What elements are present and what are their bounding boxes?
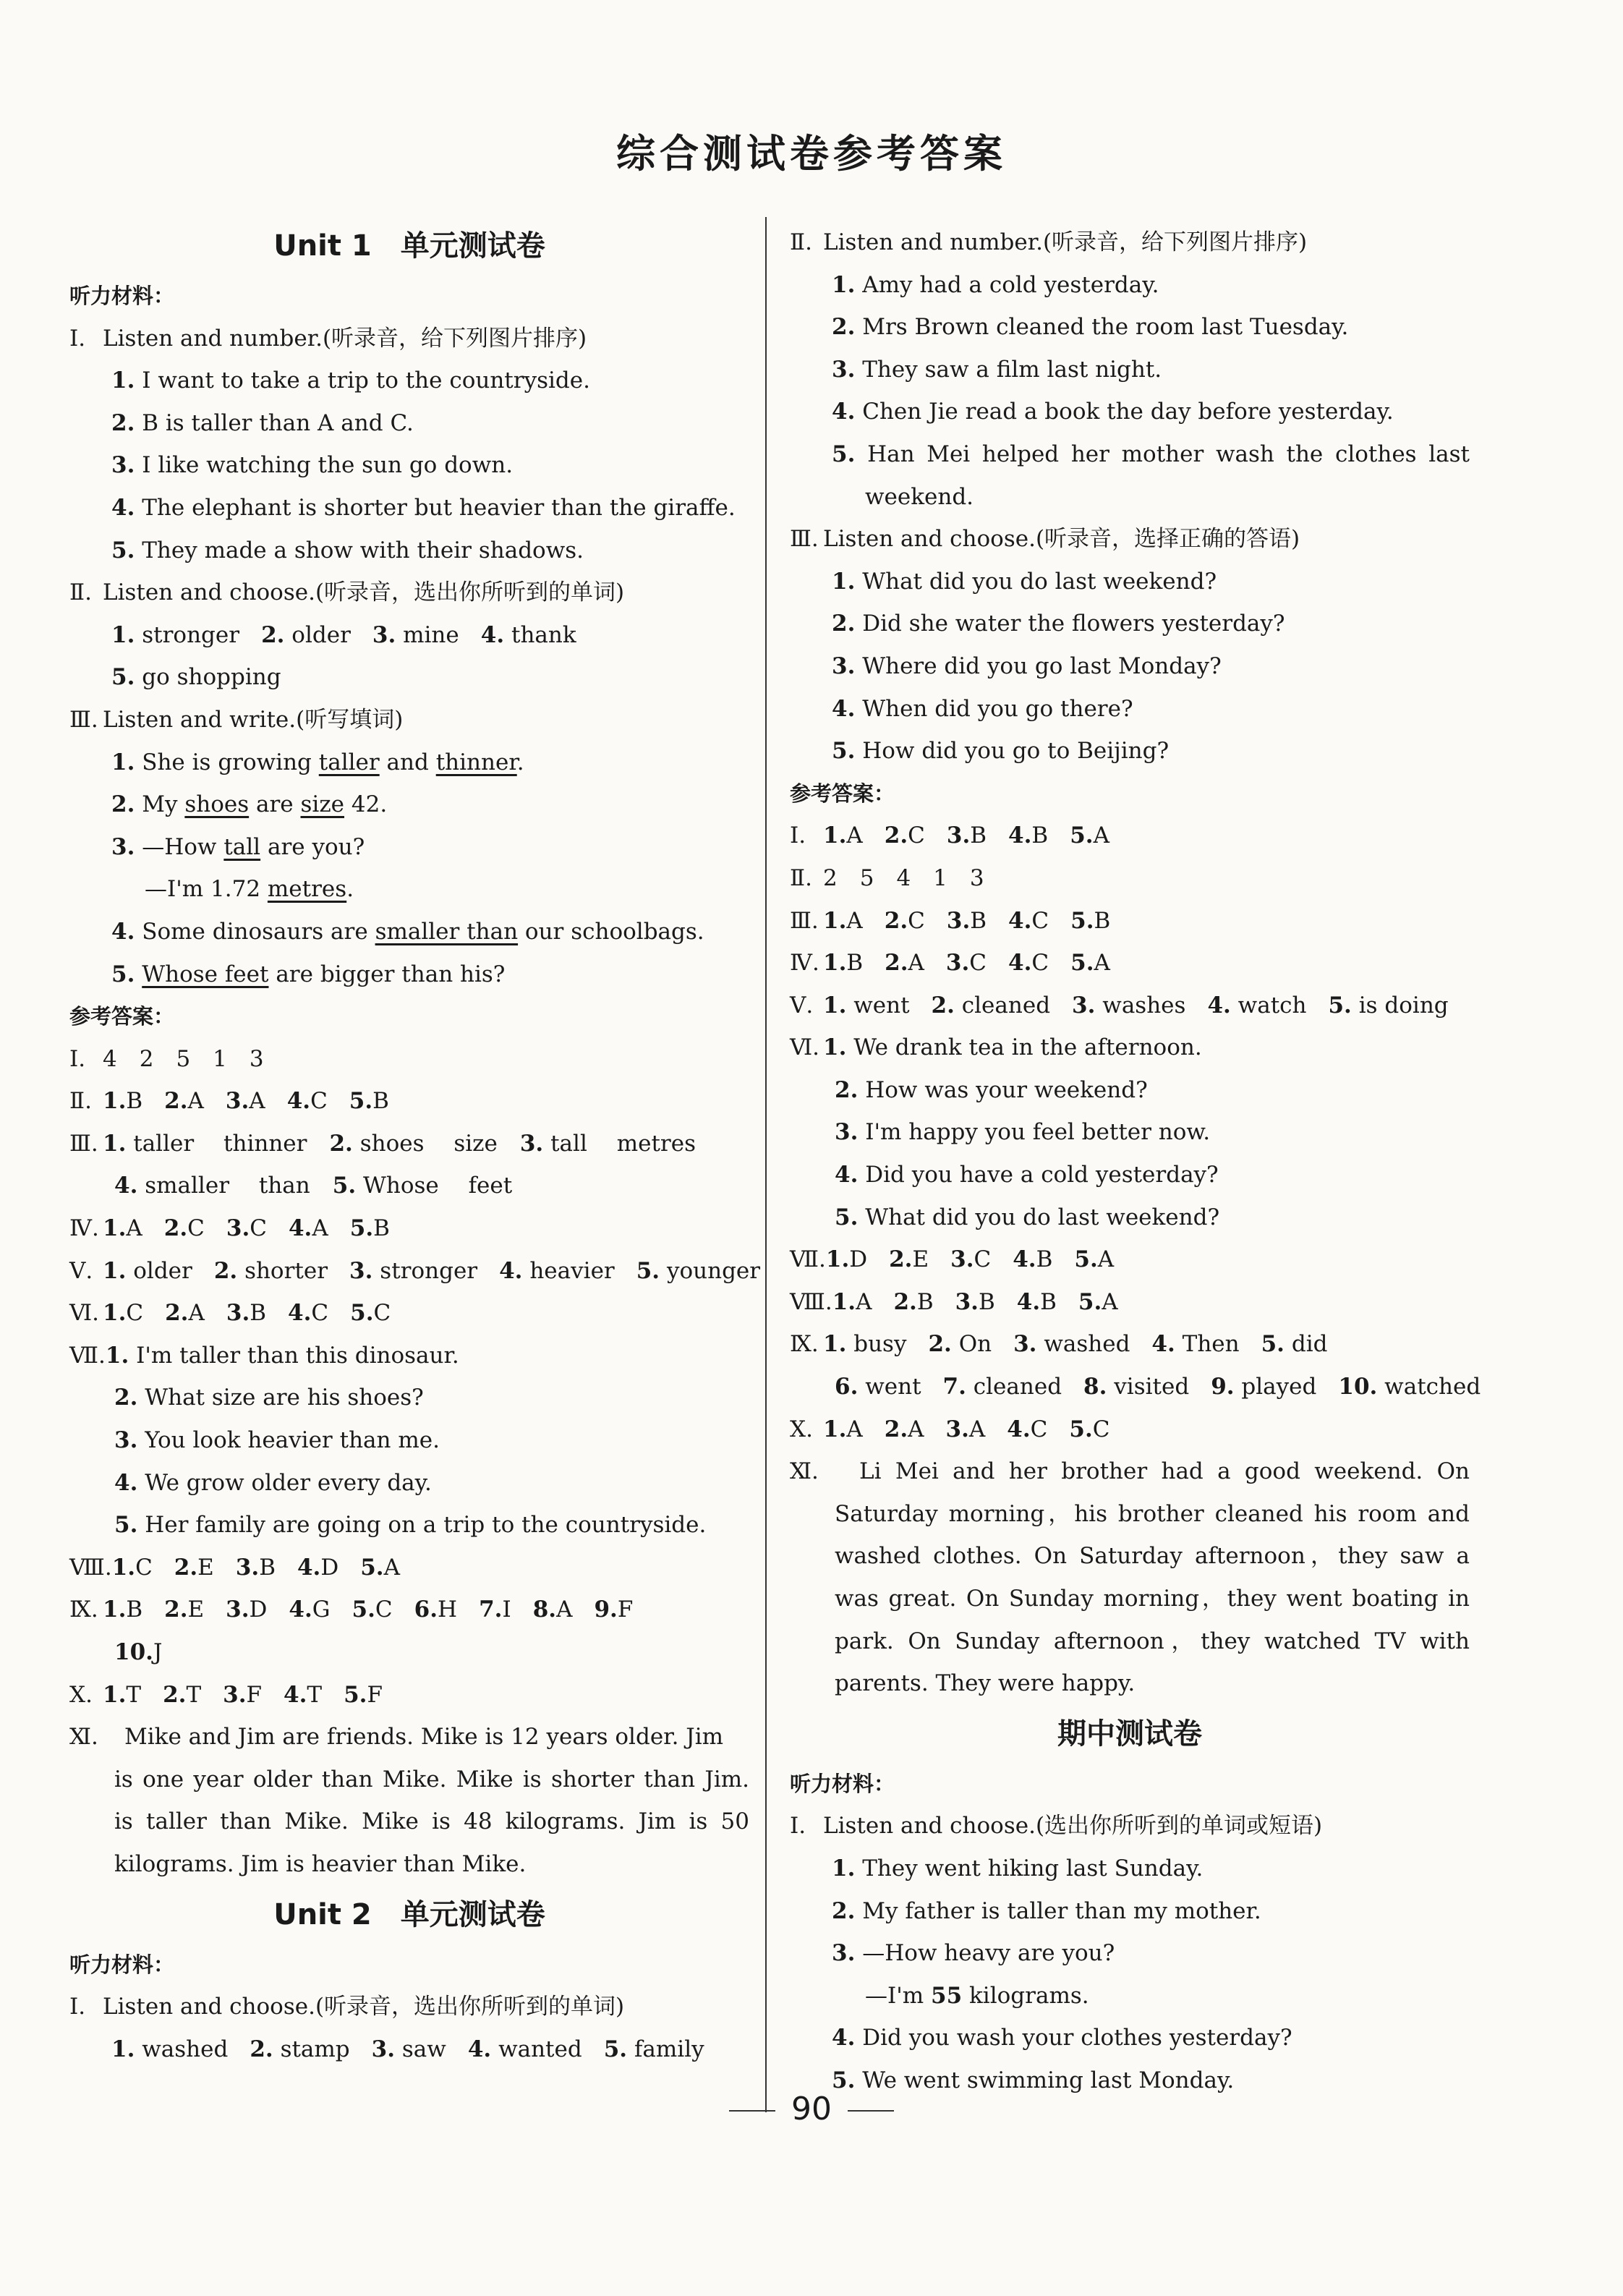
answer-row: Ⅲ. 1.A 2.C 3.B 4.C 5.B	[790, 907, 1111, 934]
list-item: 2. Mrs Brown cleaned the room last Tuesday.	[832, 314, 1349, 341]
answer-row: 4. We grow older every day.	[114, 1469, 432, 1496]
answer-row: Ⅵ. 1.C 2.A 3.B 4.C 5.C	[69, 1300, 391, 1327]
answer-row: park. On Sunday afternoon，they watched TV with	[835, 1628, 1470, 1654]
answer-row: Ⅹ. 1.T 2.T 3.F 4.T 5.F	[69, 1681, 383, 1708]
list-item: 4. The elephant is shorter but heavier than the giraffe.	[111, 494, 736, 521]
answer-row: washed clothes. On Saturday afternoon，they saw a	[835, 1543, 1470, 1570]
list-item: 1. washed 2. stamp 3. saw 4. wanted 5. family	[111, 2036, 704, 2062]
answer-row: Ⅺ. Mike and Jim are friends. Mike is 12 years older. Jim	[69, 1724, 724, 1751]
list-item: 5. Whose feet are bigger than his?	[111, 961, 506, 987]
answer-row: 5. What did you do last weekend?	[835, 1204, 1220, 1230]
unit1-listening-label: 听力材料：	[69, 284, 175, 308]
list-item: 2. Did she water the flowers yesterday?	[832, 611, 1285, 637]
answer-row: Ⅶ.1. I'm taller than this dinosaur.	[69, 1342, 459, 1369]
unit2-listening-label: 听力材料：	[69, 1952, 175, 1977]
list-item: 1. What did you do last weekend?	[832, 568, 1217, 595]
answer-row: Ⅳ. 1.B 2.A 3.C 4.C 5.A	[790, 950, 1110, 977]
midterm-s1-head: Ⅰ. Listen and choose.(选出你所听到的单词或短语)	[790, 1813, 1323, 1840]
answer-row: 5. Her family are going on a trip to the countryside.	[114, 1512, 707, 1539]
list-item: 5. Han Mei helped her mother wash the clothes last	[832, 441, 1470, 467]
answer-row: Ⅵ. 1. We drank tea in the afternoon.	[790, 1034, 1202, 1061]
answer-row: Ⅴ. 1. went 2. cleaned 3. washes 4. watch 5. is doing	[790, 992, 1449, 1019]
unit2-answers-label: 参考答案：	[790, 781, 895, 806]
unit2-title: Unit 2 单元测试卷	[273, 1897, 545, 1931]
answer-row: was great. On Sunday morning，they went boating in	[835, 1586, 1470, 1612]
answer-row: Ⅷ.1.C 2.E 3.B 4.D 5.A	[69, 1554, 400, 1581]
list-item: 1. She is growing taller and thinner.	[111, 749, 524, 775]
list-item: weekend.	[865, 483, 974, 510]
midterm-listening-label: 听力材料：	[790, 1771, 895, 1796]
answer-row: Ⅷ.1.A 2.B 3.B 4.B 5.A	[790, 1288, 1118, 1315]
answer-row: 2. How was your weekend?	[835, 1076, 1148, 1103]
answer-row: Saturday morning，his brother cleaned his room and	[835, 1500, 1470, 1527]
list-item: 5. How did you go to Beijing?	[832, 738, 1170, 765]
list-item: 4. Chen Jie read a book the day before yesterday.	[832, 399, 1394, 425]
page-number: 90	[0, 2091, 1623, 2127]
answer-row: Ⅲ. 1. taller thinner 2. shoes size 3. tall metres	[69, 1130, 696, 1157]
list-item: 5. go shopping	[111, 664, 281, 691]
column-divider	[765, 217, 767, 2112]
list-item: 3. —How tall are you?	[111, 833, 365, 860]
list-item: 4. Some dinosaurs are smaller than our schoolbags.	[111, 918, 704, 945]
list-item: 4. Did you wash your clothes yesterday?	[832, 2025, 1292, 2051]
unit1-s3-head: Ⅲ. Listen and write.(听写填词)	[69, 706, 404, 733]
unit2-s3-head: Ⅲ. Listen and choose.(听录音，选择正确的答语)	[790, 526, 1300, 553]
answer-row: 2. What size are his shoes?	[114, 1385, 424, 1411]
answer-row: Ⅴ. 1. older 2. shorter 3. stronger 4. heavier 5. younger	[69, 1257, 761, 1284]
list-item: 1. stronger 2. older 3. mine 4. thank	[111, 621, 576, 648]
answer-row: kilograms. Jim is heavier than Mike.	[114, 1850, 527, 1877]
list-item: 3. They saw a film last night.	[832, 356, 1162, 383]
list-item: 1. I want to take a trip to the countryside.	[111, 367, 590, 394]
list-item: 5. We went swimming last Monday.	[832, 2067, 1235, 2093]
answer-row: Ⅺ. Li Mei and her brother had a good weekend. On	[790, 1458, 1470, 1485]
page-title: 综合测试卷参考答案	[616, 131, 1007, 177]
list-item: 2. B is taller than A and C.	[111, 409, 414, 436]
answer-row: Ⅸ. 1. busy 2. On 3. washed 4. Then 5. did	[790, 1331, 1328, 1358]
list-item: —I'm 1.72 metres.	[145, 876, 354, 903]
answer-row: 3. You look heavier than me.	[114, 1427, 440, 1454]
unit2-s2-head: Ⅱ. Listen and number.(听录音，给下列图片排序)	[790, 229, 1308, 255]
unit1-title: Unit 1 单元测试卷	[273, 229, 545, 263]
list-item: 1. Amy had a cold yesterday.	[832, 271, 1159, 298]
answer-row: Ⅳ. 1.A 2.C 3.C 4.A 5.B	[69, 1215, 390, 1242]
answer-row: 4. smaller than 5. Whose feet	[114, 1173, 513, 1199]
answer-row: 3. I'm happy you feel better now.	[835, 1119, 1211, 1146]
list-item: 2. My shoes are size 42.	[111, 791, 388, 818]
unit1-s2-head: Ⅱ. Listen and choose.(听录音，选出你所听到的单词)	[69, 579, 625, 606]
list-item: 2. My father is taller than my mother.	[832, 1897, 1261, 1924]
midterm-title: 期中测试卷	[1057, 1717, 1202, 1751]
answer-row: Ⅱ. 2 5 4 1 3	[790, 864, 984, 891]
unit2-s1-head: Ⅰ. Listen and choose.(听录音，选出你所听到的单词)	[69, 1994, 625, 2020]
unit1-answers-label: 参考答案：	[69, 1004, 175, 1029]
list-item: —I'm 55 kilograms.	[865, 1982, 1089, 2009]
answer-row: is one year older than Mike. Mike is shorter than Jim.	[114, 1766, 749, 1793]
answer-row: 4. Did you have a cold yesterday?	[835, 1162, 1219, 1189]
list-item: 5. They made a show with their shadows.	[111, 537, 584, 564]
answer-row: Ⅹ. 1.A 2.A 3.A 4.C 5.C	[790, 1416, 1110, 1442]
answer-row: 10.J	[114, 1639, 163, 1665]
list-item: 1. They went hiking last Sunday.	[832, 1855, 1204, 1882]
answer-row: parents. They were happy.	[835, 1670, 1136, 1697]
list-item: 3. Where did you go last Monday?	[832, 652, 1222, 679]
answer-row: Ⅸ. 1.B 2.E 3.D 4.G 5.C 6.H 7.I 8.A 9.F	[69, 1596, 634, 1623]
list-item: 3. —How heavy are you?	[832, 1940, 1115, 1967]
list-item: 4. When did you go there?	[832, 695, 1133, 722]
answer-row: 6. went 7. cleaned 8. visited 9. played 10. watched	[835, 1374, 1481, 1400]
list-item: 3. I like watching the sun go down.	[111, 452, 514, 479]
left-column	[69, 217, 761, 2070]
answer-row: Ⅰ. 1.A 2.C 3.B 4.B 5.A	[790, 822, 1109, 849]
answer-row: Ⅶ.1.D 2.E 3.C 4.B 5.A	[790, 1246, 1115, 1273]
answer-row: Ⅰ. 4 2 5 1 3	[69, 1045, 264, 1072]
right-column	[790, 221, 1481, 2102]
answer-row: Ⅱ. 1.B 2.A 3.A 4.C 5.B	[69, 1088, 389, 1115]
unit1-s1-head: Ⅰ. Listen and number.(听录音，给下列图片排序)	[69, 325, 587, 352]
answer-row: is taller than Mike. Mike is 48 kilograms. Jim is 50	[114, 1808, 749, 1835]
